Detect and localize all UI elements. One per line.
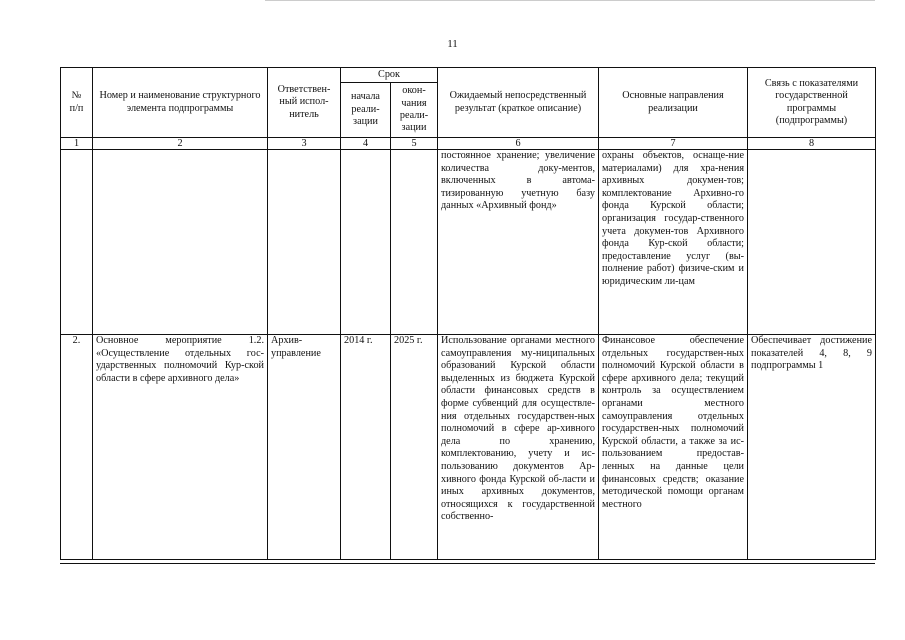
directions: охраны объектов, оснаще-ние материалами) для хра-нения архивных докумен-тов; комплектование Архивно-го фонда Курской области; организация государ-ственного учета докумен-тов Архивного фонда Кур-ской области; предоставление услуг (вы-полнение работ) физиче-ским и юридическим ли-цам: [599, 150, 748, 335]
indicators-link: Обеспечивает достижение показателей 4, 8, 9 подпрограммы 1: [748, 335, 876, 560]
column-number: 6: [438, 138, 599, 150]
row-number: 2.: [61, 335, 93, 560]
header-element-name: Номер и наименование структурного элемента подпрограммы: [93, 68, 268, 138]
expected-result: Использование органами местного самоуправления му-ниципальных образований Курской области выделенных из бюджета Курской области финансовых средств в форме субвенций для осуществле-ния отдельных государствен-ных полномочий в сфере ар-хивного дела по хранению, комплектованию, учету и ис-пользованию документов Ар-хивного фонда Курской об-ласти и иных архивных документов, относящихся к государственной собственно-: [438, 335, 599, 560]
table-row: [61, 335, 876, 560]
executor: Архив-управление: [268, 335, 341, 560]
table-row: [61, 150, 876, 335]
page-number: 11: [447, 38, 458, 50]
indicators-link: [748, 150, 876, 335]
header-term: Срок: [341, 68, 438, 83]
executor: [268, 150, 341, 335]
header-executor: Ответствен-ный испол-нитель: [268, 68, 341, 138]
header-expected-result: Ожидаемый непосредственный результат (краткое описание): [438, 68, 599, 138]
header-indicators-link: Связь с показателями государственной программы (подпрограммы): [748, 68, 876, 138]
expected-result: постоянное хранение; увеличение количества доку-ментов, включенных в автома-тизированную учетную базу данных «Архивный фонд»: [438, 150, 599, 335]
table-bottom-border: [60, 563, 875, 564]
directions: Финансовое обеспечение отдельных государствен-ных полномочий Курской области в сфере архивного дела; текущий контроль за осуществлением органами местного самоуправления отдельных государствен-ных полномочий Курской области, а также за ис-пользованием предостав-ленных на данные цели финансовых средств; оказание методической помощи органам местного: [599, 335, 748, 560]
column-number: 7: [599, 138, 748, 150]
element-name: Основное мероприятие 1.2. «Осуществление отдельных гос-ударственных полномочий Кур-ской области в сфере архивного дела»: [93, 335, 268, 560]
column-number: 2: [93, 138, 268, 150]
end-year: [391, 150, 438, 335]
start-year: 2014 г.: [341, 335, 391, 560]
column-number: 8: [748, 138, 876, 150]
element-name: [93, 150, 268, 335]
header-end: окон-чания реали-зации: [391, 83, 438, 138]
end-year: 2025 г.: [391, 335, 438, 560]
column-number: 1: [61, 138, 93, 150]
column-number: 5: [391, 138, 438, 150]
header-directions: Основные направления реализации: [599, 68, 748, 138]
column-number: 3: [268, 138, 341, 150]
start-year: [341, 150, 391, 335]
subprogram-table: [60, 67, 876, 560]
row-number: [61, 150, 93, 335]
header-number: № п/п: [61, 68, 93, 138]
scan-top-edge: [265, 0, 875, 1]
column-number: 4: [341, 138, 391, 150]
header-start: начала реали-зации: [341, 83, 391, 138]
